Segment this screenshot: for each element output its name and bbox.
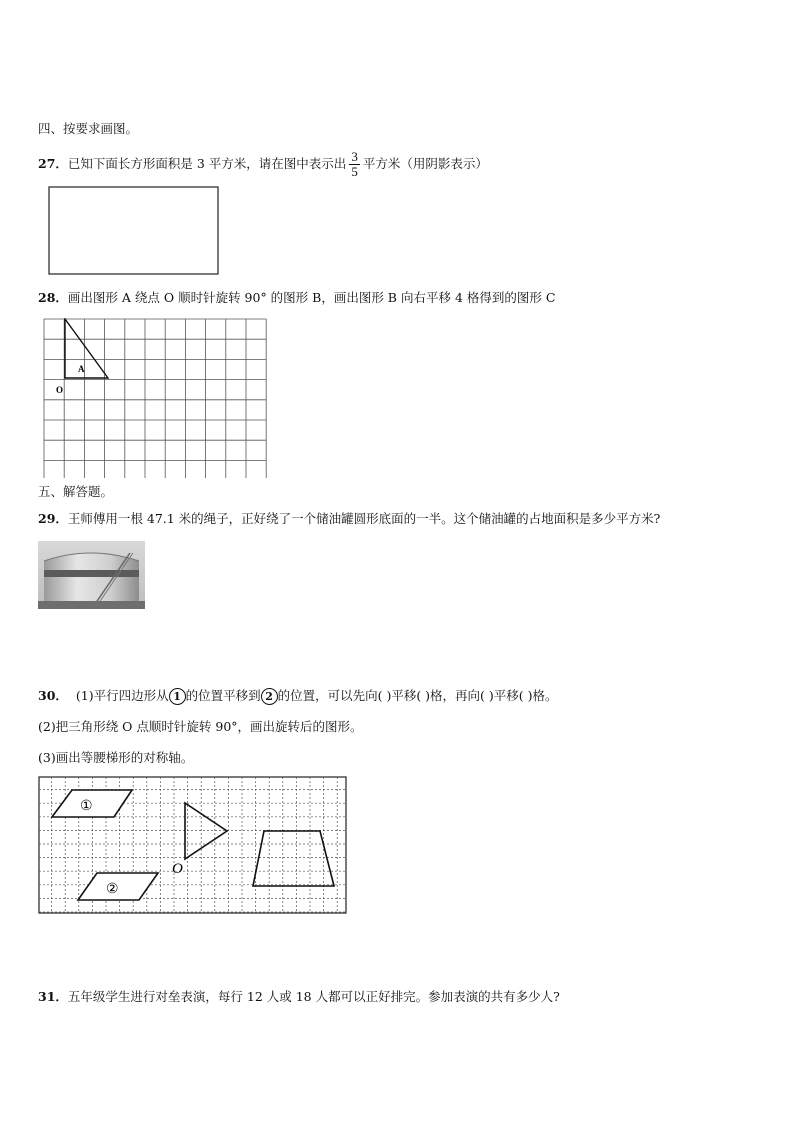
isosceles-trapezoid: [253, 831, 334, 886]
triangle-figure: [185, 803, 227, 859]
grid-figure-28: [40, 318, 270, 478]
fraction-denominator: 5: [351, 164, 358, 179]
question-number: 31．: [38, 989, 68, 1004]
question-text: 王师傅用一根 47.1 米的绳子，正好绕了一个储油罐圆形底面的一半。这个储油罐的占地面积是多少平方米?: [67, 511, 661, 526]
question-30-part2: (2)把三角形绕 O 点顺时针旋转 90°，画出旋转后的图形。: [38, 719, 363, 734]
question-31: [38, 989, 560, 1005]
triangle-a: [65, 319, 108, 378]
section-heading-5: 五、解答题。: [38, 484, 114, 499]
question-number: 30．: [38, 688, 68, 703]
grid-figure-30: [38, 776, 348, 916]
question-number: 28．: [38, 290, 68, 305]
grid-lines: [44, 319, 266, 478]
question-text: 五年级学生进行对垒表演，每行 12 人或 18 人都可以正好排完。参加表演的共有多少人?: [67, 989, 560, 1004]
question-28: [38, 290, 555, 306]
part1-text-c: 的位置，可以先向( )平移( )格，再向( )平移( )格。: [277, 688, 558, 703]
part1-text-a: (1)平行四边形从: [75, 688, 169, 703]
label-a: A: [78, 364, 85, 374]
circle-number-2: 2: [261, 688, 278, 705]
fraction: [349, 150, 360, 179]
rectangle-figure: [48, 186, 220, 276]
question-number: 29．: [38, 511, 68, 526]
label-o: O: [172, 861, 183, 877]
question-text: 画出图形 A 绕点 O 顺时针旋转 90° 的图形 B，画出图形 B 向右平移 4 格得到的图形 C: [67, 290, 556, 305]
question-number: 27．: [38, 156, 68, 171]
circle-number-1: 1: [169, 688, 186, 705]
oil-tank-image: [38, 541, 145, 609]
label-1: ①: [80, 799, 93, 814]
label-o: O: [56, 385, 64, 395]
question-30-part3: (3)画出等腰梯形的对称轴。: [38, 750, 194, 765]
part1-text-b: 的位置平移到: [185, 688, 261, 703]
question-27: [38, 150, 488, 179]
rectangle-shape: [49, 187, 218, 274]
question-30-part1: [38, 688, 558, 705]
fraction-numerator: 3: [351, 149, 358, 164]
question-29: [38, 511, 660, 527]
oil-tank-photo: [38, 541, 145, 609]
question-text: 已知下面长方形面积是 3 平方米，请在图中表示出: [67, 156, 347, 171]
section-heading-4: 四、按要求画图。: [38, 121, 139, 136]
question-text-end: 平方米（用阴影表示）: [362, 156, 488, 171]
label-2: ②: [106, 882, 119, 897]
